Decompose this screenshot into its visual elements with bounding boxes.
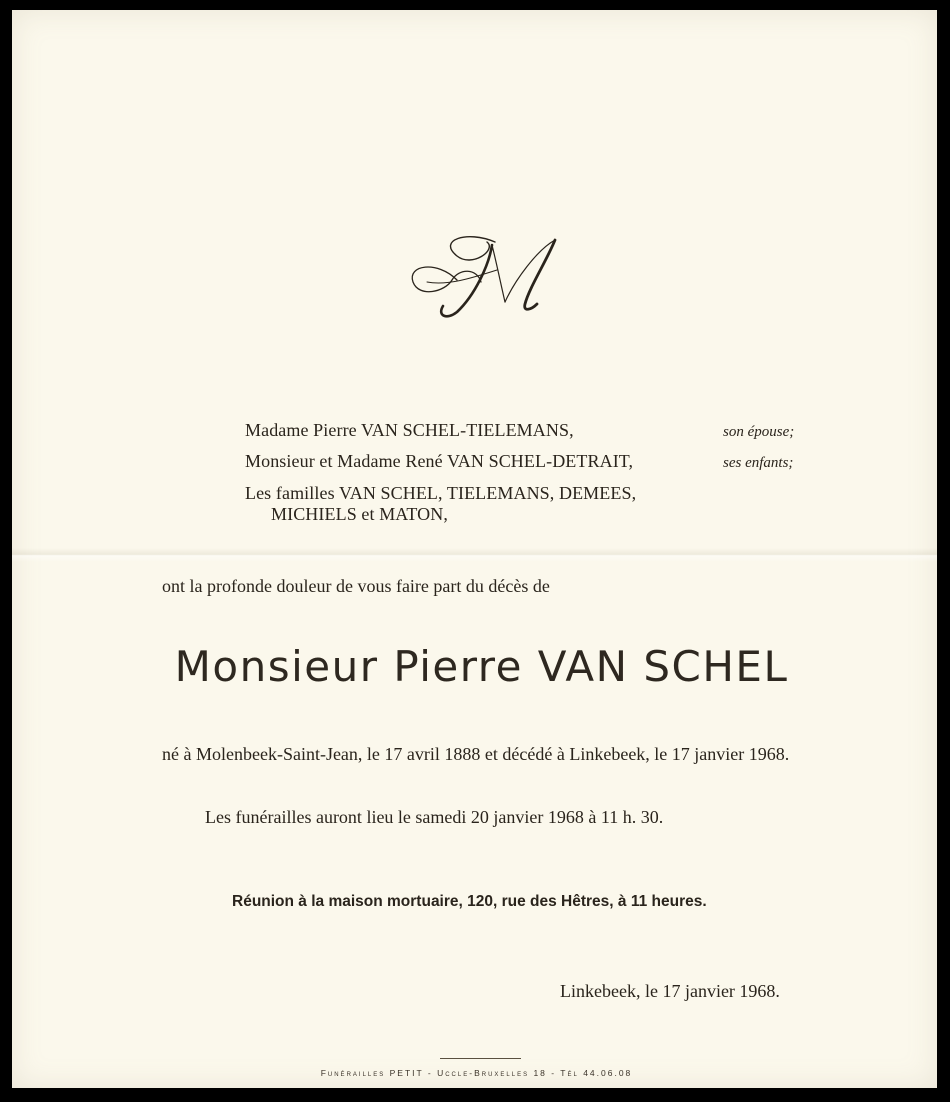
family-line-4: MICHIELS et MATON, — [271, 504, 448, 524]
monogram-m-logo — [397, 220, 572, 330]
funeral-text: Les funérailles auront lieu le samedi 20 janvier 1968 à 11 h. 30. — [205, 807, 664, 827]
family-line-3: Les familles VAN SCHEL, TIELEMANS, DEMEES, — [245, 483, 637, 503]
funeral-notice-card — [12, 10, 937, 1088]
printer-footer: Funérailles PETIT - Uccle-Bruxelles 18 - Tél 44.06.08 — [320, 1068, 633, 1078]
family-line-2: Monsieur et Madame René VAN SCHEL-DETRAIT, — [245, 451, 634, 471]
family-line-1: Madame Pierre VAN SCHEL-TIELEMANS, — [245, 420, 574, 440]
place-date-text: Linkebeek, le 17 janvier 1968. — [560, 981, 780, 1001]
reunion-text: Réunion à la maison mortuaire, 120, rue des Hêtres, à 11 heures. — [232, 893, 707, 910]
announcement-text: ont la profonde douleur de vous faire part du décès de — [162, 576, 550, 596]
paper-fold-line — [12, 548, 937, 562]
footer-divider — [440, 1058, 521, 1059]
family-role-1: son épouse; — [723, 424, 795, 440]
birth-death-text: né à Molenbeek-Saint-Jean, le 17 avril 1888 et décédé à Linkebeek, le 17 janvier 1968. — [162, 744, 790, 764]
deceased-name: Monsieur Pierre VAN SCHEL — [174, 642, 789, 691]
family-role-2: ses enfants; — [723, 455, 794, 471]
